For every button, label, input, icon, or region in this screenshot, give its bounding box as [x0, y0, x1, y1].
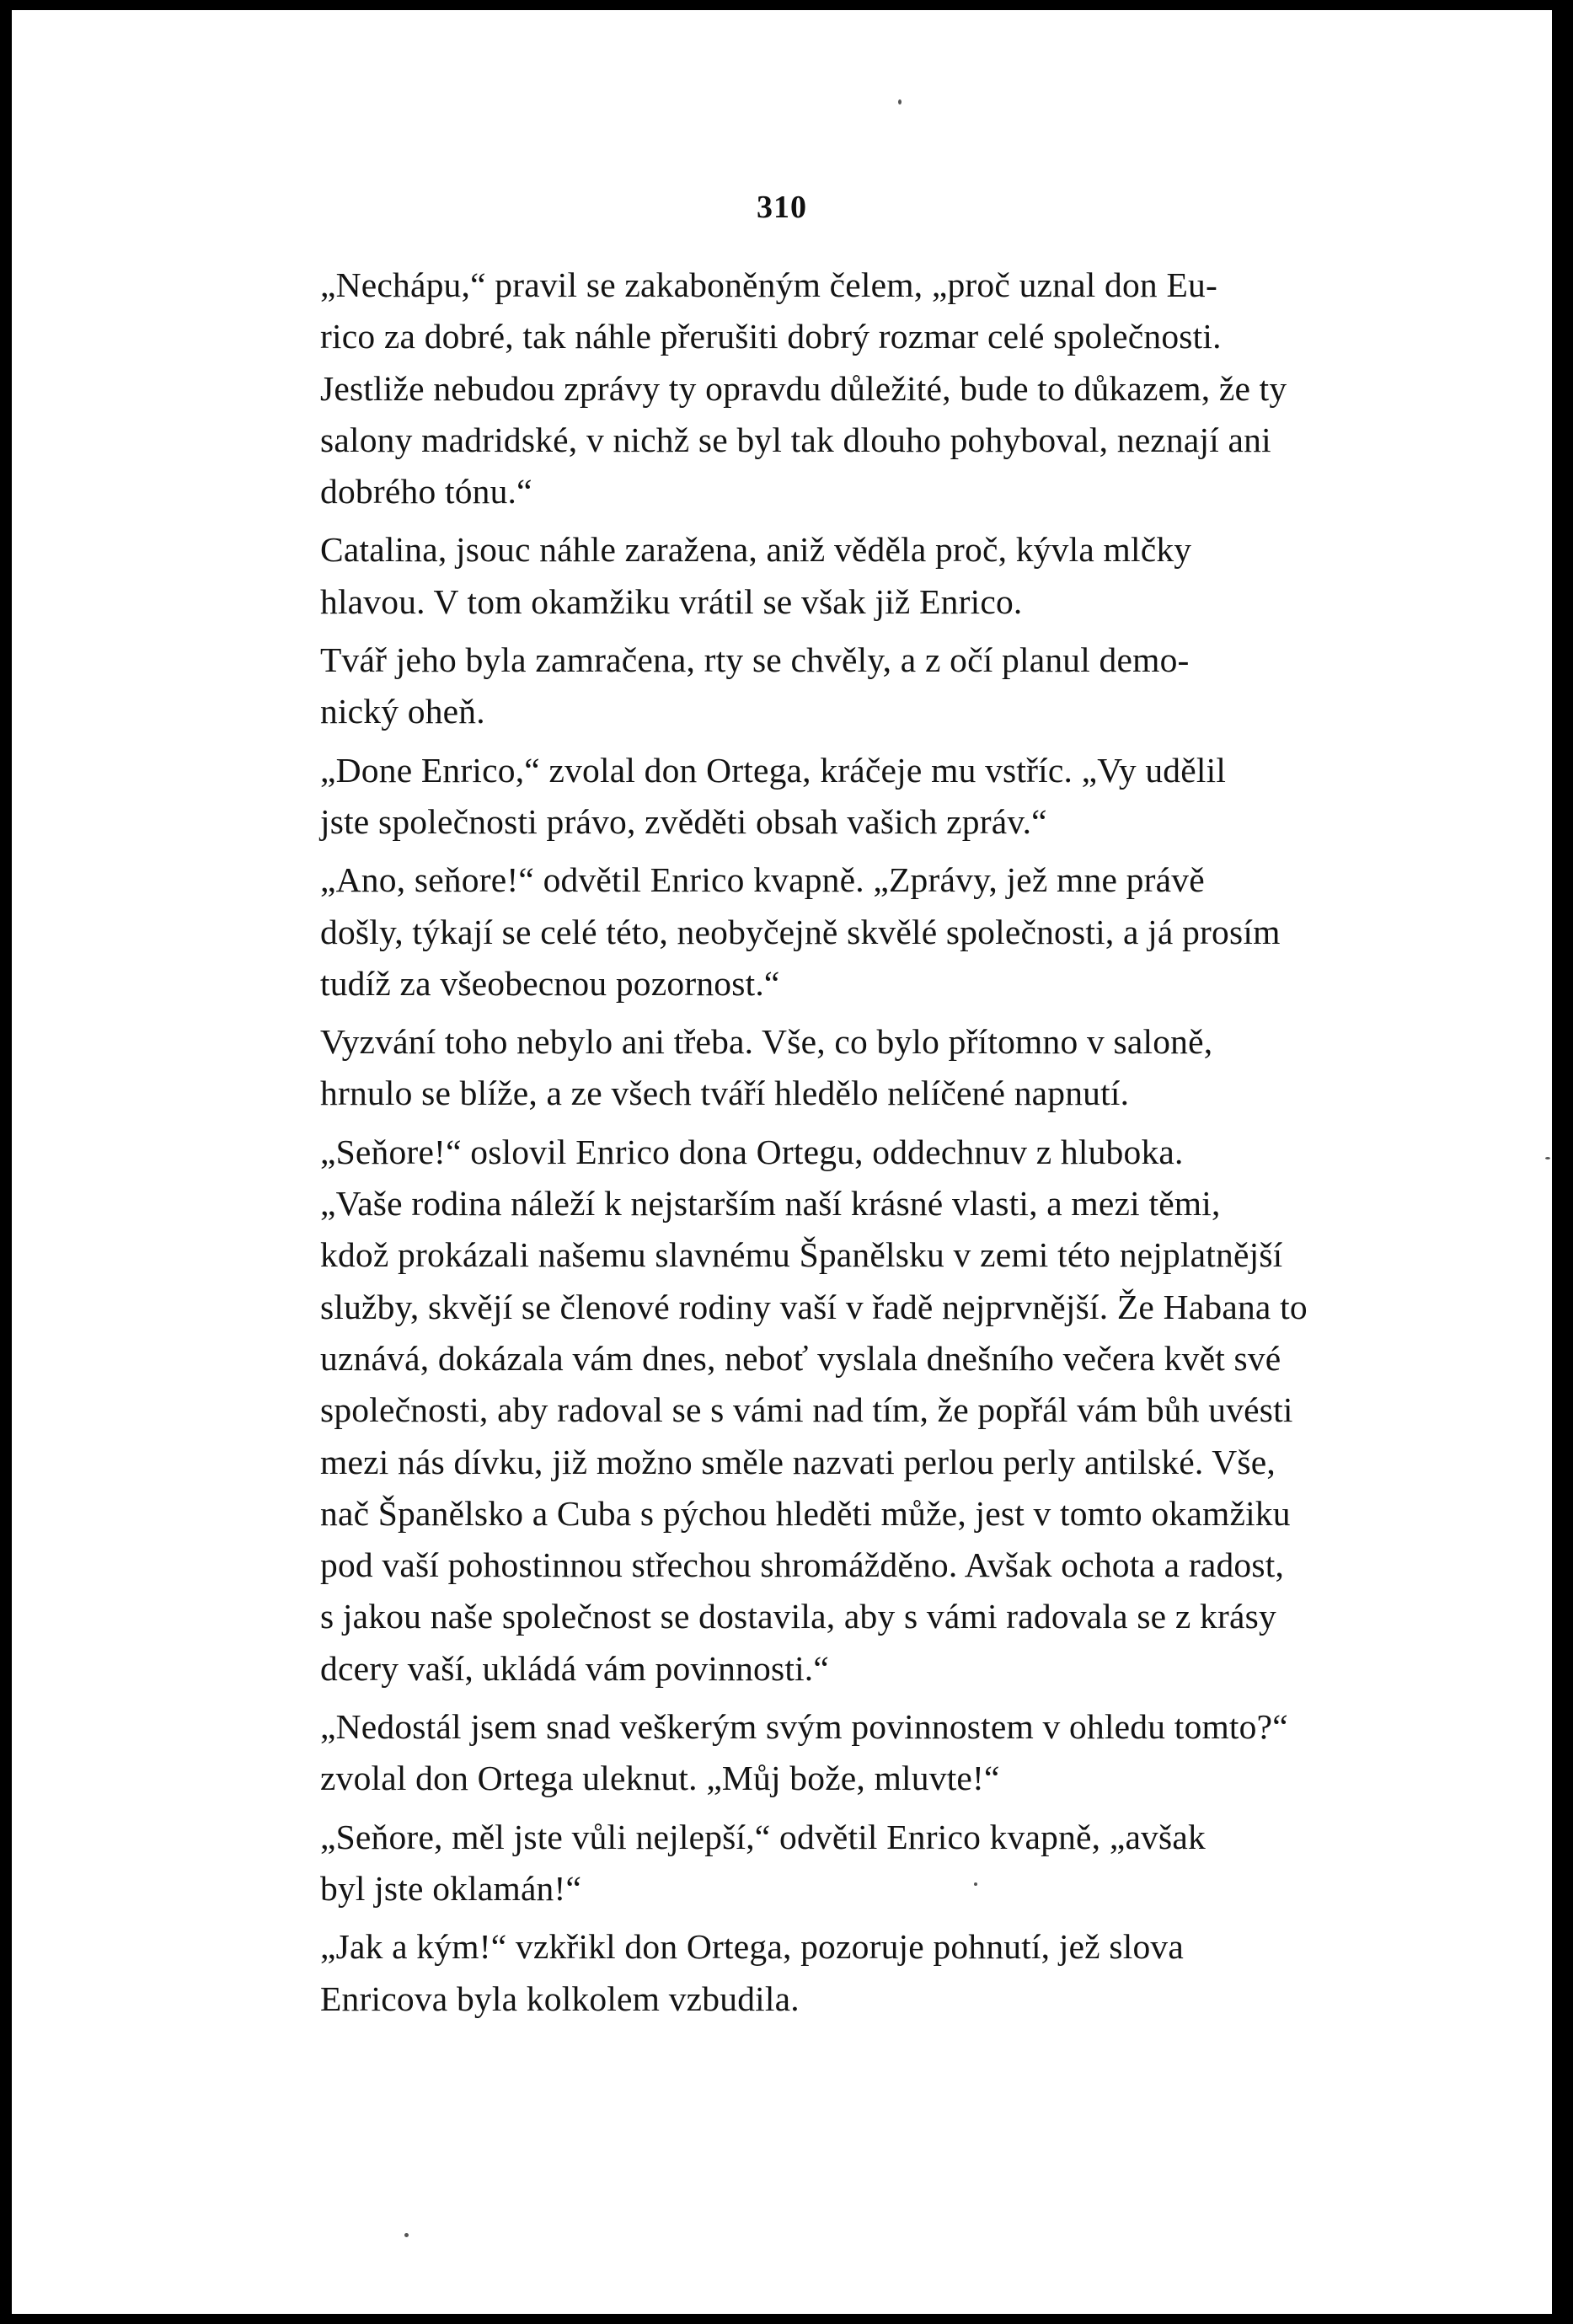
text-line: uznává, dokázala vám dnes, neboť vyslala dnešního večera květ své — [320, 1338, 1281, 1378]
text-line: „Seňore, měl jste vůli nejlepší,“ odvětil Enrico kvapně, „avšak — [320, 1817, 1206, 1856]
paragraph — [244, 524, 1378, 628]
paragraph — [244, 260, 1378, 517]
paper-speck — [404, 2233, 409, 2237]
book-page — [12, 10, 1552, 2314]
text-line: služby, skvějí se členové rodiny vaší v řadě nejprvnější. Že Habana to — [320, 1287, 1308, 1326]
text-line: mezi nás dívku, již možno směle nazvati perlou perly antilské. Vše, — [320, 1442, 1276, 1481]
text-line: kdož prokázali našemu slavnému Španělsku v zemi této nejplatnější — [320, 1235, 1283, 1275]
paragraph — [244, 1127, 1378, 1695]
text-line: tudíž za všeobecnou pozornost.“ — [320, 963, 780, 1003]
text-line: Enricova byla kolkolem vzbudila. — [320, 1979, 800, 2018]
paragraph — [244, 1812, 1378, 1915]
text-line: Catalina, jsouc náhle zaražena, aniž věděla proč, kývla mlčky — [320, 530, 1192, 570]
text-line: „Done Enrico,“ zvolal don Ortega, kráčeje mu vstříc. „Vy udělil — [320, 750, 1227, 790]
text-line: dobrého tónu.“ — [320, 472, 532, 511]
text-line: společnosti, aby radoval se s vámi nad tím, že popřál vám bůh uvésti — [320, 1390, 1293, 1430]
text-line: jste společnosti právo, zvěděti obsah vašich zpráv.“ — [320, 801, 1047, 841]
text-line: byl jste oklamán!“ — [320, 1868, 582, 1908]
text-line: „Ano, seňore!“ odvětil Enrico kvapně. „Zprávy, jež mne právě — [320, 860, 1205, 900]
page-number: 310 — [757, 190, 807, 225]
text-line: rico za dobré, tak náhle přerušiti dobrý rozmar celé společnosti. — [320, 317, 1222, 356]
text-line: „Nechápu,“ pravil se zakaboněným čelem, „proč uznal don Eu- — [320, 265, 1217, 304]
text-line: nický oheň. — [320, 692, 485, 731]
paper-speck — [1545, 1157, 1550, 1159]
text-line: zvolal don Ortega uleknut. „Můj bože, mluvte!“ — [320, 1759, 1000, 1798]
text-line: s jakou naše společnost se dostavila, aby s vámi radovala se z krásy — [320, 1597, 1276, 1636]
text-line: hrnulo se blíže, a ze všech tváří hledělo nelíčené napnutí. — [320, 1074, 1130, 1113]
text-line: „Seňore!“ oslovil Enrico dona Ortegu, oddechnuv z hluboka. — [320, 1132, 1184, 1171]
text-line: došly, týkají se celé této, neobyčejně skvělé společnosti, a já prosím — [320, 912, 1281, 951]
text-line: Jestliže nebudou zprávy ty opravdu důležité, bude to důkazem, že ty — [320, 368, 1287, 408]
paragraph — [244, 854, 1378, 1009]
paragraph — [244, 1016, 1378, 1120]
paper-speck — [898, 99, 902, 104]
text-line: Tvář jeho byla zamračena, rty se chvěly, a z očí planul demo- — [320, 640, 1190, 680]
text-line: „Vaše rodina náleží k nejstarším naší krásné vlasti, a mezi těmi, — [320, 1184, 1221, 1224]
paragraph — [244, 635, 1378, 738]
text-line: Vyzvání toho nebylo ani třeba. Vše, co bylo přítomno v saloně, — [320, 1022, 1213, 1062]
paragraph — [244, 1921, 1378, 2025]
text-line: „Nedostál jsem snad veškerým svým povinnostem v ohledu tomto?“ — [320, 1707, 1288, 1747]
text-line: nač Španělsko a Cuba s pýchou hleděti může, jest v tomto okamžiku — [320, 1493, 1291, 1533]
text-line: pod vaší pohostinnou střechou shromážděno. Avšak ochota a radost, — [320, 1545, 1285, 1585]
body-text — [244, 260, 1378, 2032]
text-line: „Jak a kým!“ vzkřikl don Ortega, pozoruje pohnutí, jež slova — [320, 1927, 1184, 1967]
paragraph — [244, 1701, 1378, 1805]
text-line: salony madridské, v nichž se byl tak dlouho pohyboval, neznají ani — [320, 420, 1271, 459]
paragraph — [244, 745, 1378, 849]
text-line: dcery vaší, ukládá vám povinnosti.“ — [320, 1648, 829, 1688]
text-line: hlavou. V tom okamžiku vrátil se však již Enrico. — [320, 581, 1023, 621]
